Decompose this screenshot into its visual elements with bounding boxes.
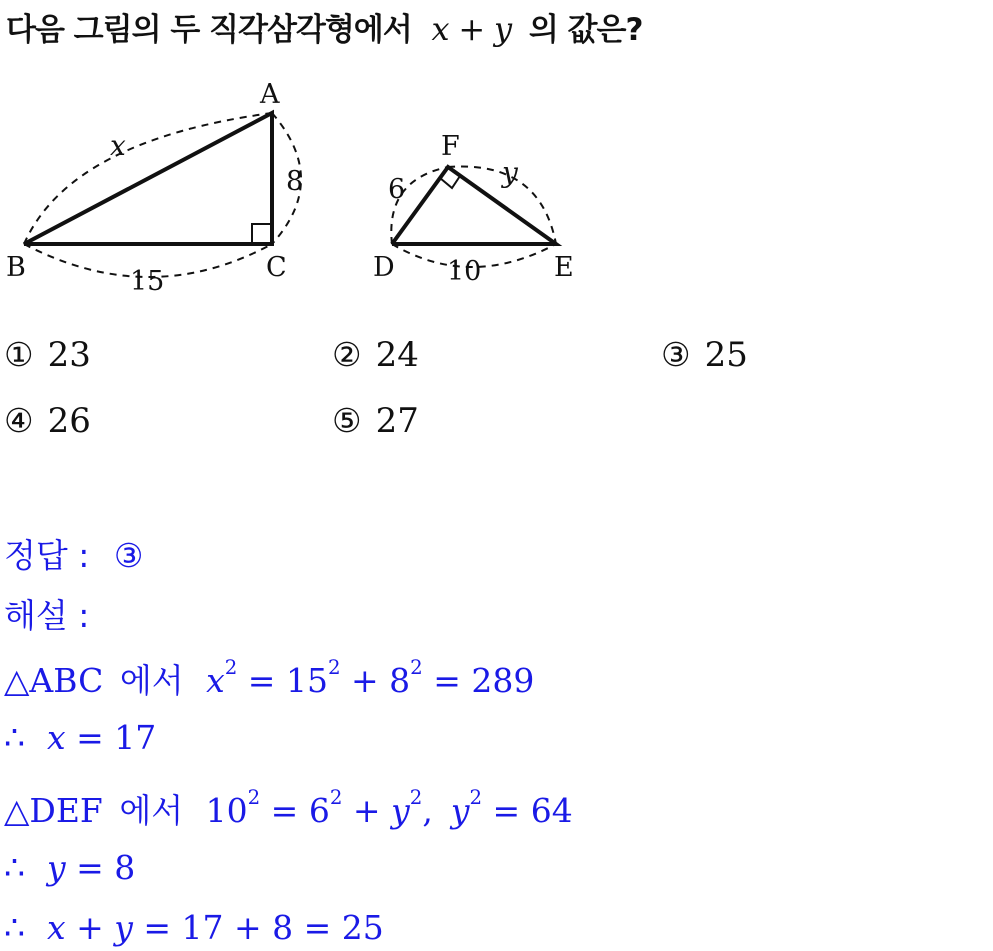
choice-5[interactable] [332, 401, 419, 441]
answer-value: ③ [113, 536, 144, 575]
choice-4-value: 26 [47, 401, 91, 441]
vertex-c-label: C [266, 252, 287, 283]
choice-1[interactable] [4, 335, 91, 375]
answer-line [4, 530, 143, 577]
question-var-x: x [431, 10, 449, 48]
choice-4-number: ④ [4, 401, 34, 440]
solution-line-2: ∴ x = 17 [4, 718, 157, 757]
triangle-abc-sides [24, 113, 272, 244]
choice-3[interactable] [661, 335, 748, 375]
side-label-10: 10 [447, 256, 482, 287]
vertex-f-label: F [441, 131, 460, 162]
question-plus: + [458, 10, 485, 48]
solution-line-1: △ABC 에서 $x^2 = 15^2 + 8^2 = 289$ [4, 656, 535, 700]
hyp-label-x: x [110, 129, 126, 162]
therefore-symbol: ∴ [4, 718, 25, 757]
question-text [6, 4, 642, 49]
choice-2[interactable] [332, 335, 419, 375]
solution-line-4: ∴ y = 8 [4, 848, 136, 887]
vertex-d-label: D [373, 252, 395, 283]
triangle-abc [6, 79, 303, 297]
triangles-figure [0, 70, 620, 310]
choice-2-number: ② [332, 335, 362, 374]
choice-1-value: 23 [47, 335, 91, 375]
question-prefix: 다음 그림의 두 직각삼각형에서 [6, 12, 412, 48]
vertex-b-label: B [6, 252, 26, 283]
triangle-abc-symbol: △ABC [4, 661, 104, 700]
choice-5-value: 27 [375, 401, 419, 441]
answer-label: 정답 : [4, 536, 90, 575]
triangle-def [373, 131, 574, 287]
vertex-a-label: A [260, 79, 280, 110]
therefore-symbol: ∴ [4, 908, 25, 947]
right-angle-f-mark [440, 176, 460, 188]
side-label-8: 8 [286, 166, 304, 197]
choice-5-number: ⑤ [332, 401, 362, 440]
therefore-symbol: ∴ [4, 848, 25, 887]
solution-line-3: △DEF 에서 $10^2 = 6^2 + y^2$, $y^2 = 64$ [4, 786, 573, 830]
solution-line-5: ∴ x + y = 17 + 8 = 25 [4, 908, 384, 947]
triangle-def-symbol: △DEF [4, 791, 103, 830]
side-label-15: 15 [130, 266, 165, 297]
choice-4[interactable] [4, 401, 91, 441]
question-var-y: y [493, 10, 512, 48]
triangle-def-sides [392, 167, 556, 244]
question-suffix: 의 값은? [528, 12, 643, 48]
choice-2-value: 24 [375, 335, 419, 375]
side-label-y: y [502, 156, 518, 189]
choice-1-number: ① [4, 335, 34, 374]
choice-3-number: ③ [661, 335, 691, 374]
explanation-label: 해설 : [4, 596, 90, 635]
vertex-e-label: E [554, 252, 574, 283]
side-label-6: 6 [388, 174, 406, 205]
choice-3-value: 25 [704, 335, 748, 375]
right-angle-c-mark [252, 224, 272, 244]
